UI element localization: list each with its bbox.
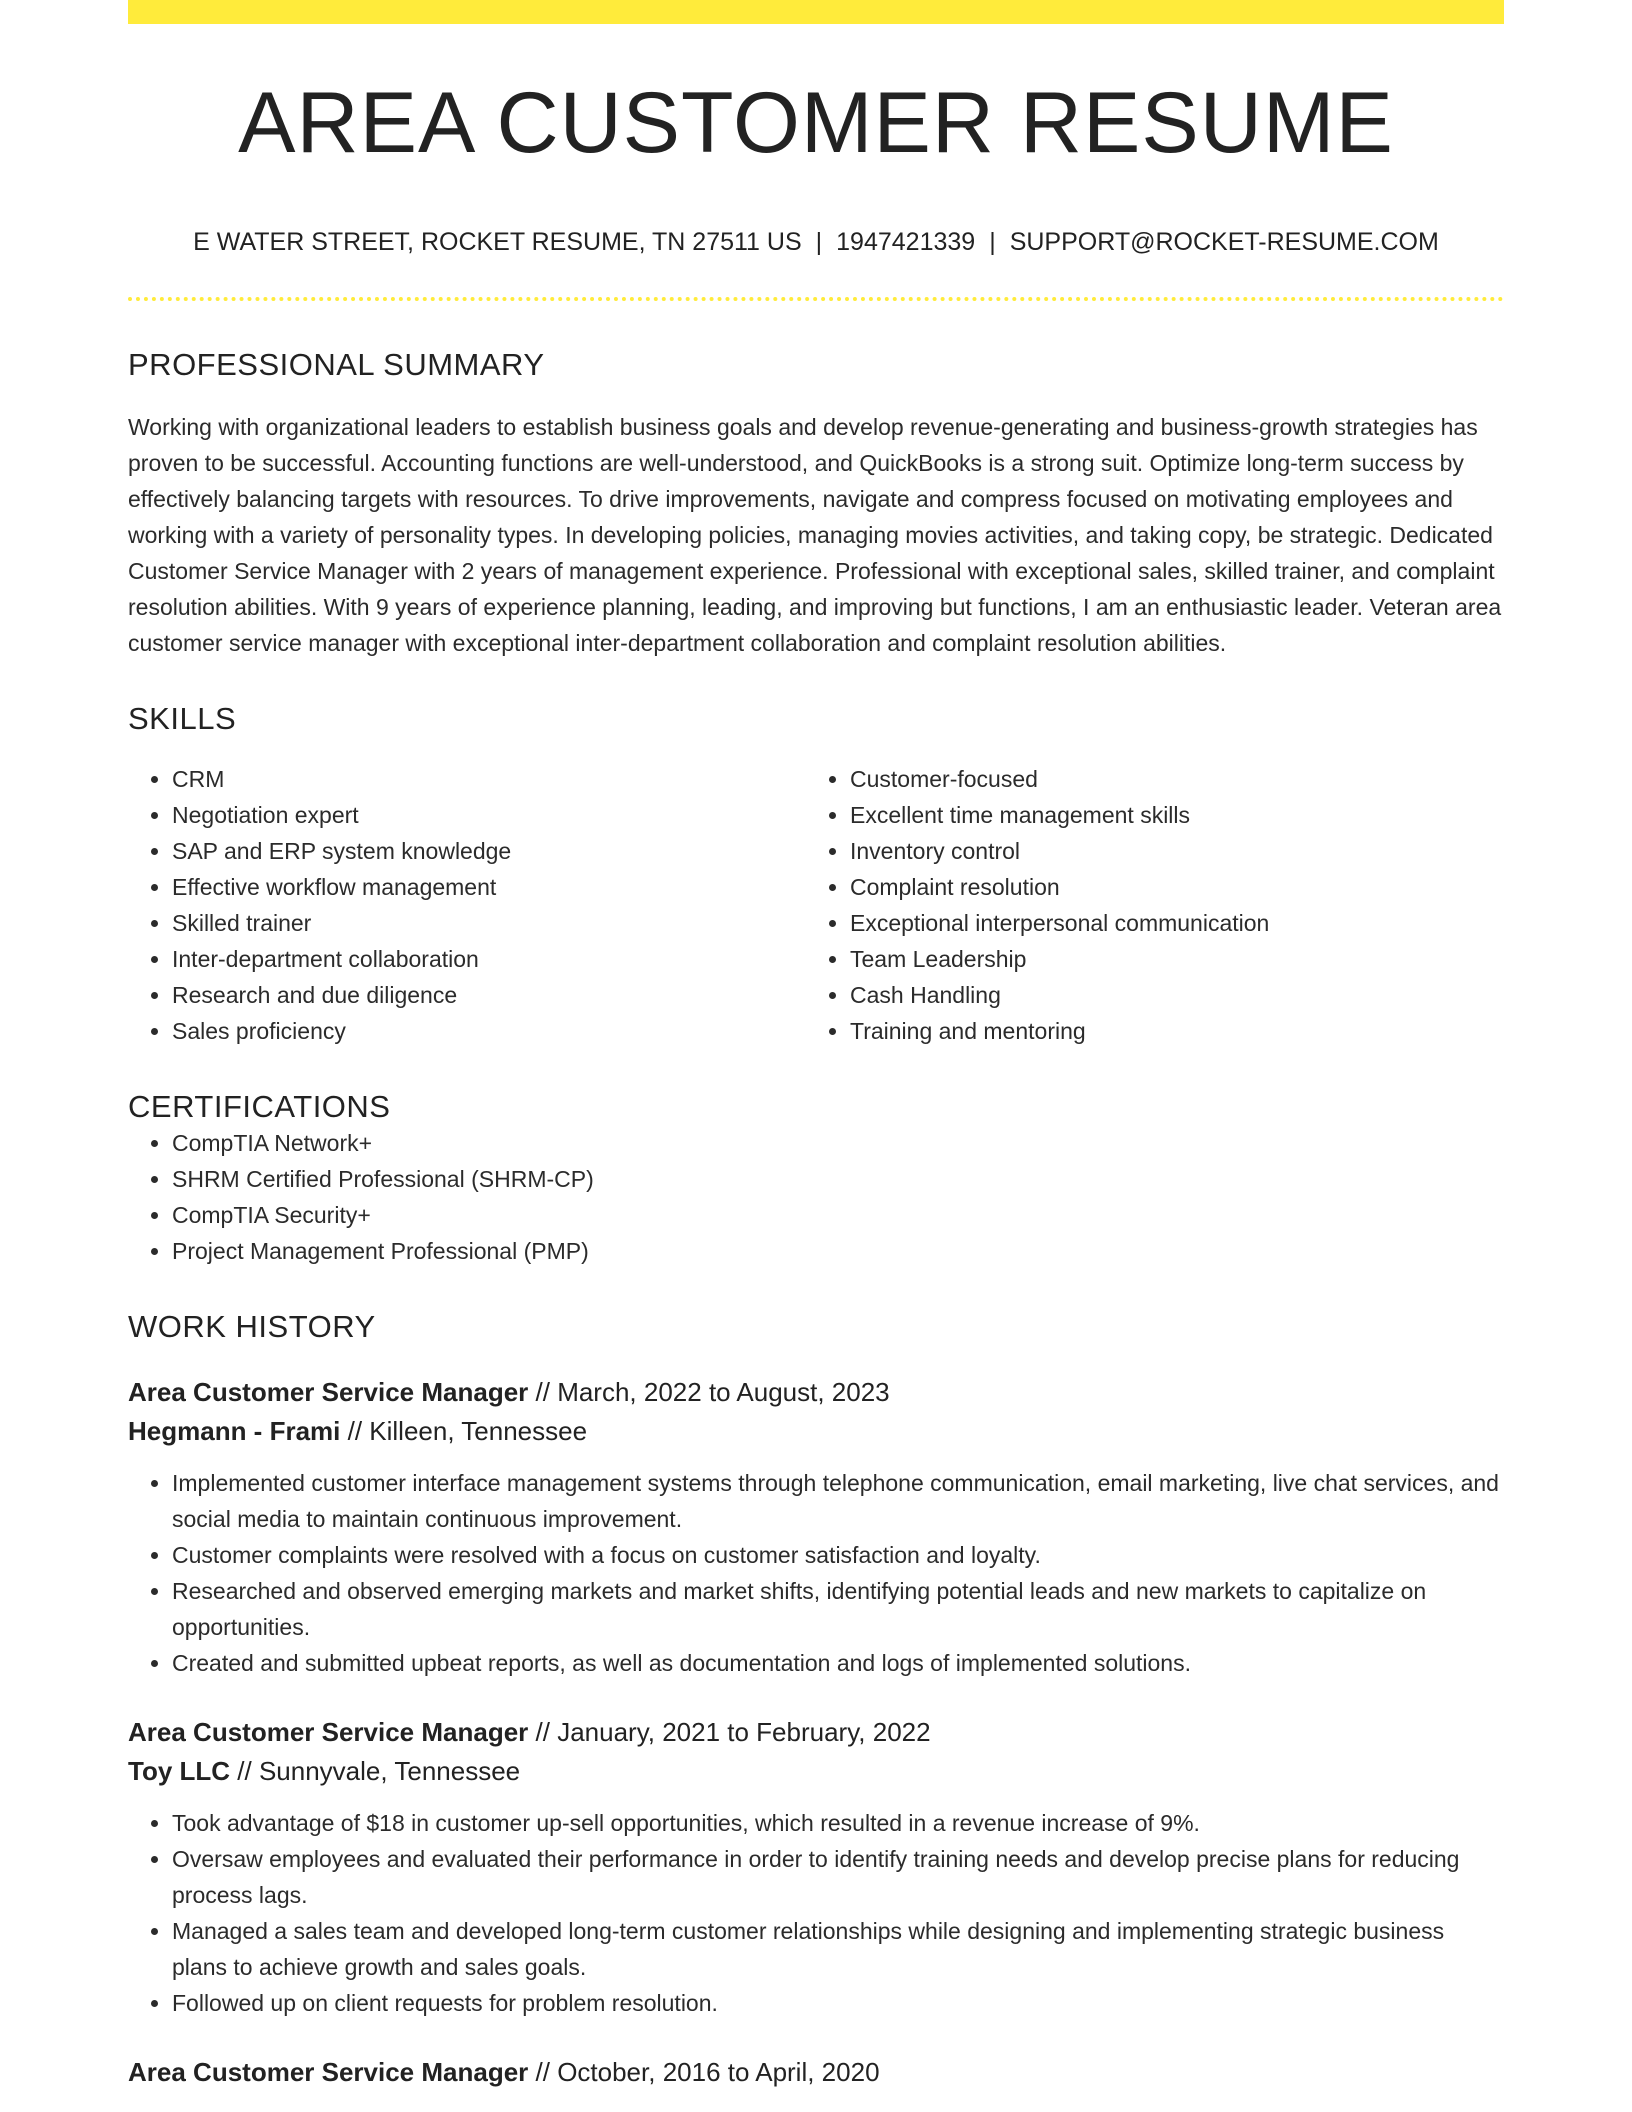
summary-text: Working with organizational leaders to establish business goals and develop revenue-generating and business-growth strategies has proven to be successful. Accounting functions are well-understood, and QuickBooks is a strong suit. Optimize long-term success by effectively balancing targets with resources. To drive improvements, navigate and compress focused on motivating employees and working with a variety of personality types. In developing policies, managing movies activities, and taking copy, be strategic. Dedicated Customer Service Manager with 2 years of management experience. Professional with exceptional sales, skilled trainer, and complaint resolution abilities. With 9 years of experience planning, leading, and improving but functions, I am an enthusiastic leader. Veteran area customer service manager with exceptional inter-department collaboration and complaint resolution abilities. (128, 414, 1502, 656)
skill-item: • Skilled trainer (172, 905, 806, 941)
certification-item: • SHRM Certified Professional (SHRM-CP) (172, 1161, 1504, 1197)
contact-email[interactable]: SUPPORT@ROCKET-RESUME.COM (1009, 228, 1439, 256)
job-company-line (128, 1412, 1504, 1451)
job-role: Area Customer Service Manager (128, 1377, 529, 1407)
skill-item: • Sales proficiency (172, 1013, 806, 1049)
skill-item: • Effective workflow management (172, 869, 806, 905)
skills-heading: SKILLS (128, 701, 237, 736)
job-location: // Sunnyvale, Tennessee (230, 1756, 521, 1786)
accent-top-bar (128, 0, 1504, 24)
job-bullets (128, 1465, 1504, 1681)
certification-item: • Project Management Professional (PMP) (172, 1233, 1504, 1269)
skill-item: • Inter-department collaboration (172, 941, 806, 977)
job-bullet: • Researched and observed emerging markets and market shifts, identifying potential leads and new markets to capitalize on opportunities. (172, 1573, 1504, 1645)
skill-item: • Inventory control (850, 833, 1484, 869)
job-role-line (128, 2053, 1504, 2092)
certifications-list (128, 1125, 1504, 1269)
skills-columns (128, 761, 1504, 1049)
skill-item: • CRM (172, 761, 806, 797)
job-company-line (128, 1752, 1504, 1791)
certifications-heading: CERTIFICATIONS (128, 1089, 391, 1124)
skill-item: • Research and due diligence (172, 977, 806, 1013)
job-bullet: • Took advantage of $18 in customer up-sell opportunities, which resulted in a revenue increase of 9%. (172, 1805, 1504, 1841)
skill-item: • Customer-focused (850, 761, 1484, 797)
job-bullet: • Customer complaints were resolved with a focus on customer satisfaction and loyalty. (172, 1537, 1504, 1573)
job-bullet: • Managed a sales team and developed long-term customer relationships while designing and implementing strategic business plans to achieve growth and sales goals. (172, 1913, 1504, 1985)
job-entry (128, 2053, 1504, 2092)
job-role-line (128, 1713, 1504, 1752)
job-company: Toy LLC (128, 1756, 231, 1786)
job-bullet: • Oversaw employees and evaluated their performance in order to identify training needs and develop precise plans for reducing process lags. (172, 1841, 1504, 1913)
job-dates: // March, 2022 to August, 2023 (528, 1377, 890, 1407)
job-bullet: • Created and submitted upbeat reports, as well as documentation and logs of implemented solutions. (172, 1645, 1504, 1681)
resume-title: AREA CUSTOMER RESUME (238, 75, 1394, 171)
contact-separator: | (989, 228, 996, 256)
skill-item: • SAP and ERP system knowledge (172, 833, 806, 869)
contact-phone[interactable]: 1947421339 (836, 228, 976, 256)
skills-list-right (806, 761, 1484, 1049)
job-dates: // January, 2021 to February, 2022 (528, 1717, 931, 1747)
skill-item: • Negotiation expert (172, 797, 806, 833)
job-location: // Killeen, Tennessee (340, 1416, 588, 1446)
job-role: Area Customer Service Manager (128, 2057, 529, 2087)
job-dates: // October, 2016 to April, 2020 (528, 2057, 880, 2087)
skill-item: • Cash Handling (850, 977, 1484, 1013)
skill-item: • Team Leadership (850, 941, 1484, 977)
skill-item: • Training and mentoring (850, 1013, 1484, 1049)
skill-item: • Complaint resolution (850, 869, 1484, 905)
work-history-heading: WORK HISTORY (128, 1309, 376, 1344)
contact-address: E WATER STREET, ROCKET RESUME, TN 27511 US (193, 228, 802, 256)
certification-item: • CompTIA Network+ (172, 1125, 1504, 1161)
job-bullet: • Followed up on client requests for problem resolution. (172, 1985, 1504, 2021)
job-bullet: • Implemented customer interface management systems through telephone communication, email marketing, live chat services, and social media to maintain continuous improvement. (172, 1465, 1504, 1537)
summary-heading: PROFESSIONAL SUMMARY (128, 347, 545, 382)
job-role-line (128, 1373, 1504, 1412)
job-role: Area Customer Service Manager (128, 1717, 529, 1747)
job-bullets (128, 1805, 1504, 2021)
certification-item: • CompTIA Security+ (172, 1197, 1504, 1233)
contact-line (128, 228, 1504, 257)
skills-list-left (128, 761, 806, 1049)
job-company: Hegmann - Frami (128, 1416, 341, 1446)
job-entry (128, 1373, 1504, 1681)
skill-item: • Excellent time management skills (850, 797, 1484, 833)
contact-separator: | (815, 228, 823, 256)
skill-item: • Exceptional interpersonal communication (850, 905, 1484, 941)
dotted-divider (128, 297, 1504, 301)
resume-page (128, 0, 1504, 2092)
job-entry (128, 1713, 1504, 2021)
